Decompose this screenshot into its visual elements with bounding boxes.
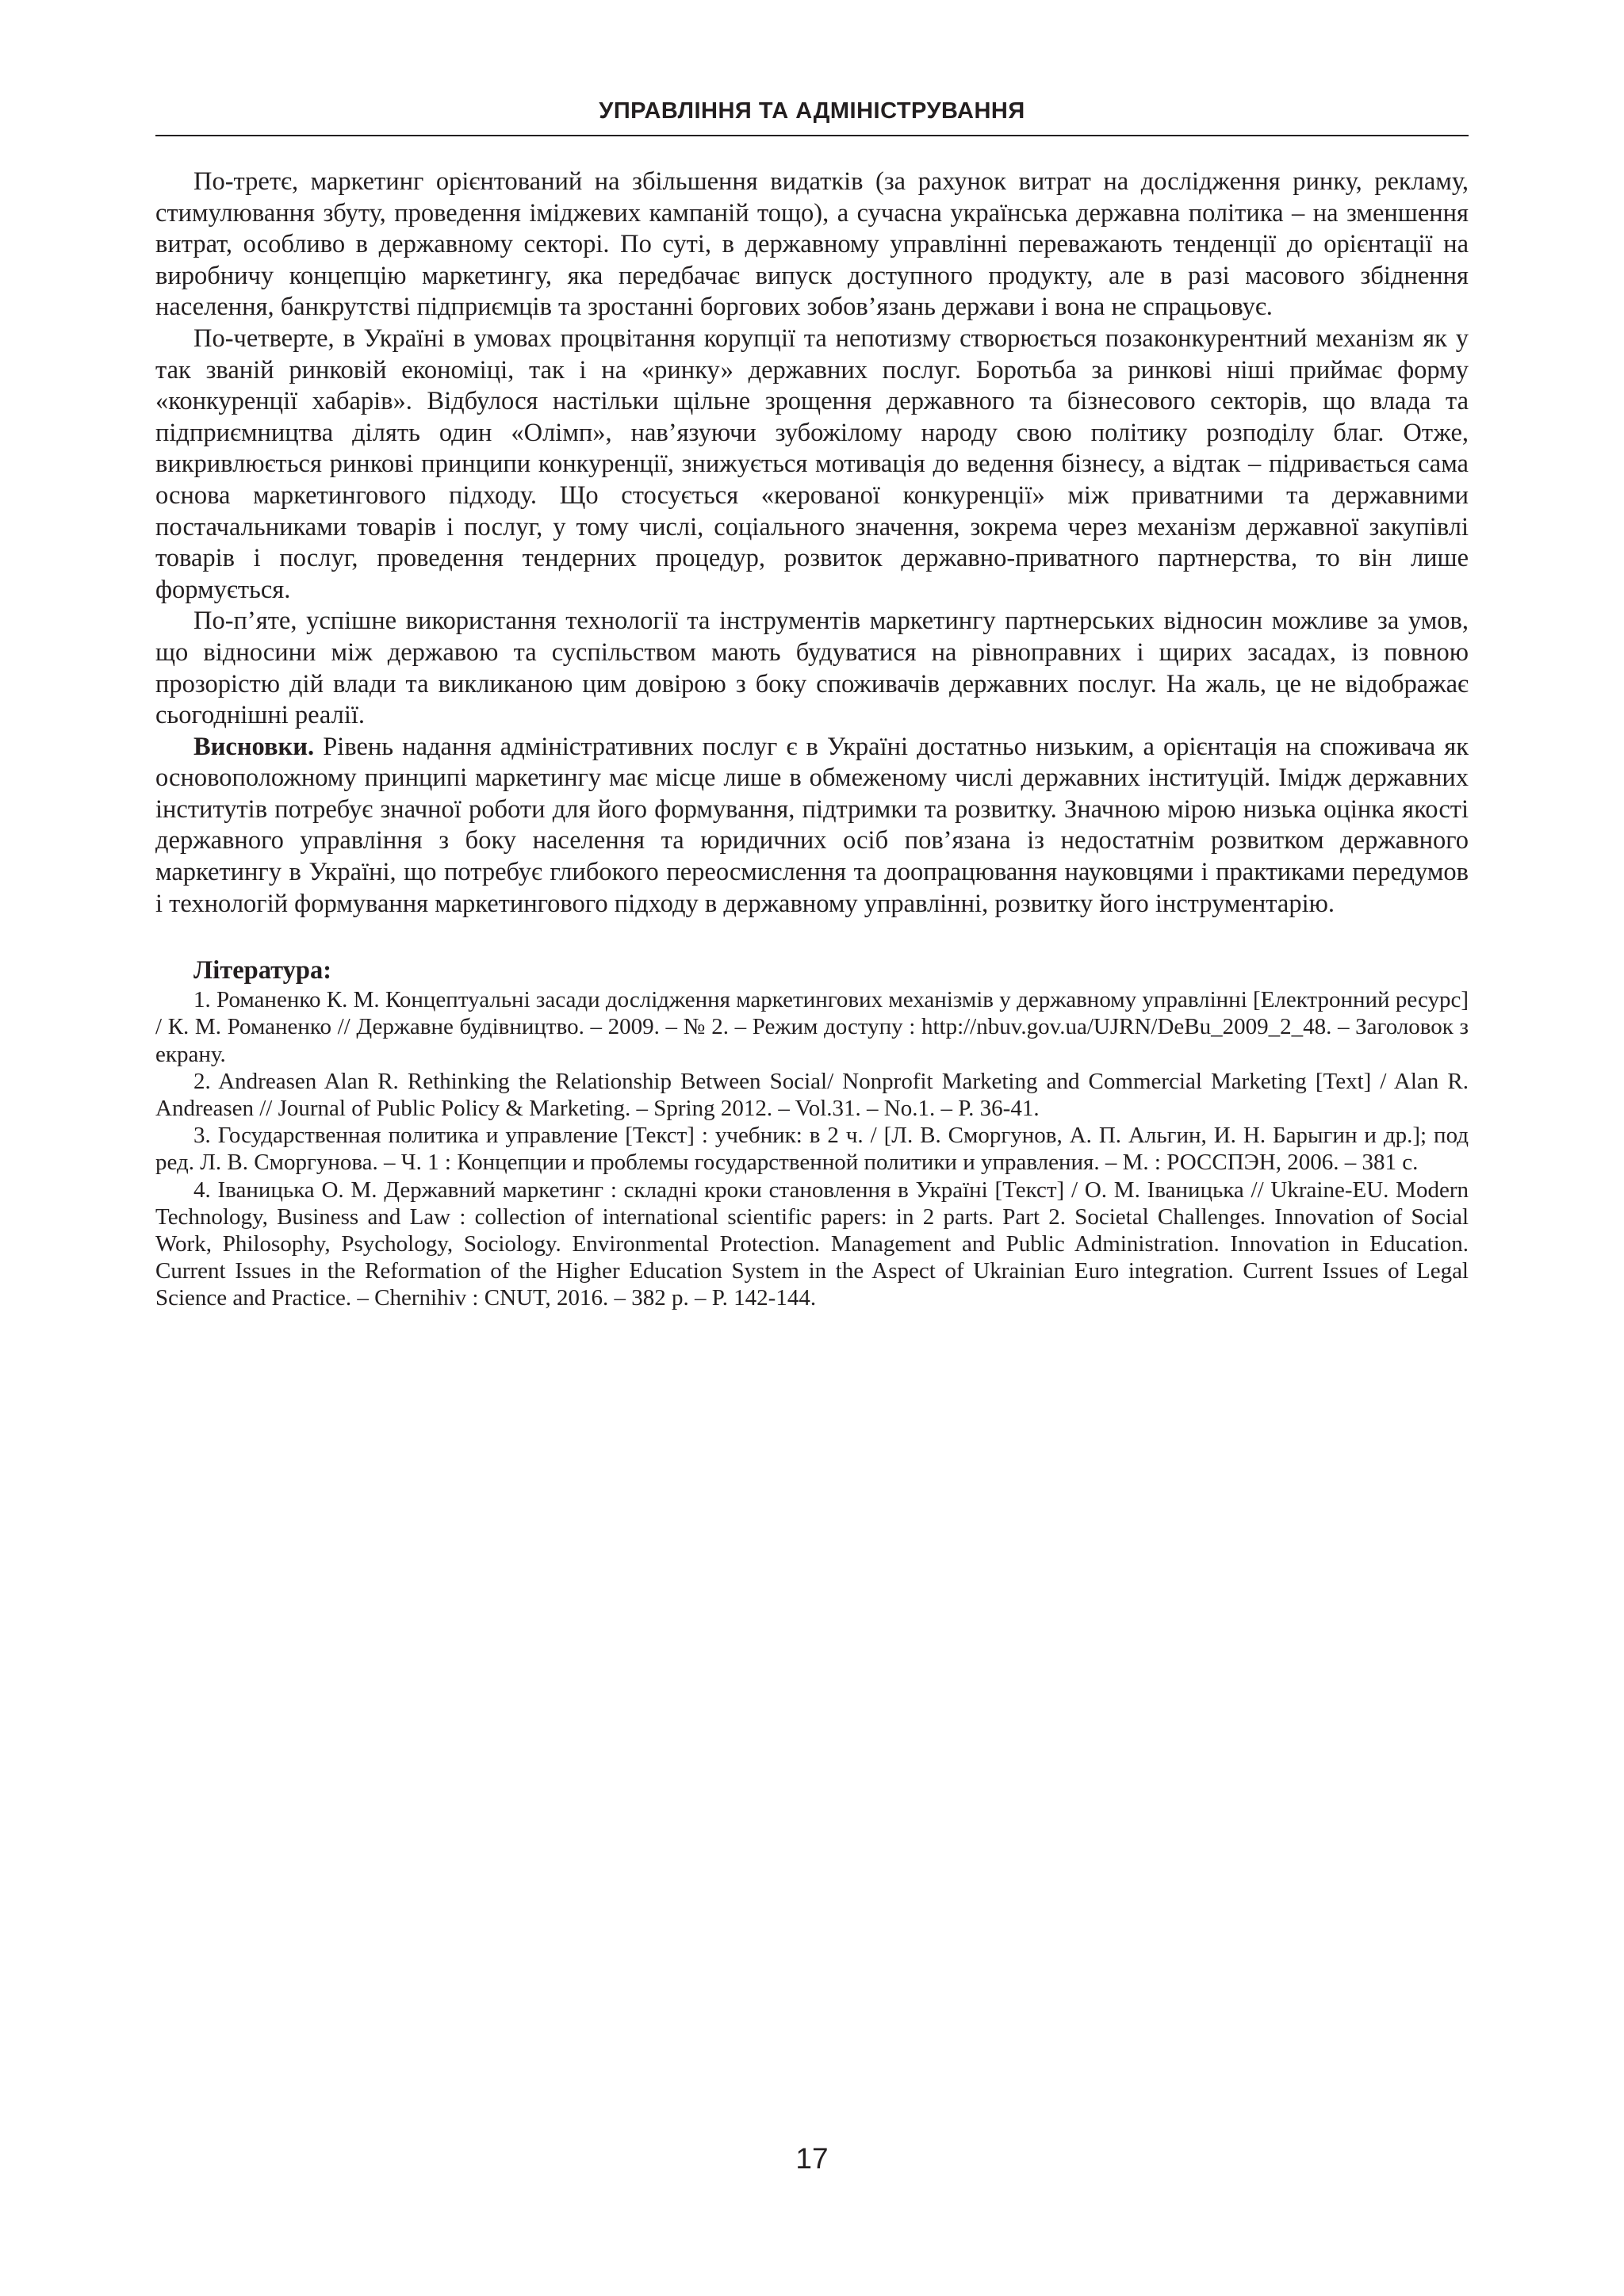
paragraph-third: По-третє, маркетинг орієнтований на збільшення видатків (за рахунок витрат на дослідження ринку, рекламу, стимулювання збуту, проведення іміджевих кампаній тощо), а сучасна українська державна політика – на зменшення витрат, особливо в державному секторі. По суті, в державному управлінні переважають тенденції до орієнтації на виробничу концепцію маркетингу, яка передбачає випуск доступного продукту, але в разі масового збіднення населення, банкрутстві підприємців та зростанні боргових зобов’язань держави і вона не спрацьовує. (155, 167, 1469, 322)
paragraph-fourth: По-четверте, в Україні в умовах процвітання корупції та непотизму створюється позаконкурентний механізм як у так званій ринковій економіці, так і на «ринку» державних послуг. Боротьба за ринкові ніші приймає форму «конкуренції хабарів». Відбулося настільки щільне зрощення державного та бізнесового секторів, що влада та підприємництва ділять один «Олімп», нав’язуючи зубожілому народу свою політику розподілу благ. Отже, викривлюється ринкові принципи конкуренції, знижується мотивація до ведення бізнесу, а відтак – підривається сама основа маркетингового підходу. Що стосується «керованої конкуренції» між приватними та державними постачальниками товарів і послуг, у тому числі, соціального значення, зокрема через механізм державної закупівлі товарів і послуг, проведення тендерних процедур, розвиток державно-приватного партнерства, то він лише формується. (155, 323, 1469, 604)
references-list (155, 986, 1469, 1311)
conclusions-lead: Висновки. (193, 732, 315, 761)
article-body (155, 166, 1469, 1312)
references-title: Література: (193, 956, 332, 985)
reference-item: 4. Іваницька О. М. Державний маркетинг : складні кроки становлення в Україні [Текст] / О. М. Іваницька // Ukraine-EU. Modern Technology, Business and Law : collection of international scientific papers: in 2 parts. Part 2. Societal Challenges. Innovation of Social Work, Philosophy, Psychology, Sociology. Environmental Protection. Management and Public Administration. Innovation in Education. Current Issues in the Reformation of the Higher Education System in the Aspect of Ukrainian Euro integration. Current Issues of Legal Science and Practice. – Chernihiv : CNUT, 2016. – 382 p. – P. 142-144. (155, 1177, 1469, 1311)
conclusions-paragraph (155, 732, 1469, 920)
reference-item: 2. Andreasen Alan R. Rethinking the Relationship Between Social/ Nonprofit Marketing and Commercial Marketing [Text] / Alan R. Andreasen // Journal of Public Policy & Marketing. – Spring 2012. – Vol.31. – No.1. – P. 36-41. (155, 1068, 1469, 1122)
running-head: УПРАВЛІННЯ ТА АДМІНІСТРУВАННЯ (599, 98, 1025, 124)
reference-item: 1. Романенко К. М. Концептуальні засади дослідження маркетингових механізмів у державному управлінні [Електронний ресурс] / К. М. Романенко // Державне будівництво. – 2009. – № 2. – Режим доступу : http://nbuv.gov.ua/UJRN/DeBu_2009_2_48. – Заголовок з екрану. (155, 987, 1469, 1067)
conclusions-text: Рівень надання адміністративних послуг є в Україні достатньо низьким, а орієнтація на споживача як основоположному принципі маркетингу має місце лише в обмеженому числі державних інституцій. Імідж державних інститутів потребує значної роботи для його формування, підтримки та розвитку. Значною мірою низька оцінка якості державного управління з боку населення та юридичних осіб пов’язана із недостатнім розвитком державного маркетингу в Україні, що потребує глибокого переосмислення та доопрацювання науковцями і практиками передумов і технологій формування маркетингового підходу в державному управлінні, розвитку його інструментарію. (155, 732, 1469, 918)
page-number: 17 (795, 2142, 829, 2175)
reference-item: 3. Государственная политика и управление [Текст] : учебник: в 2 ч. / [Л. В. Сморгунов, А. П. Альгин, И. Н. Барыгин и др.]; под ред. Л. В. Сморгунова. – Ч. 1 : Концепции и проблемы государственной политики и управления. – М. : РОССПЭН, 2006. – 381 с. (155, 1123, 1469, 1176)
paragraph-fifth: По-п’яте, успішне використання технології та інструментів маркетингу партнерських відносин можливе за умов, що відносини між державою та суспільством мають будуватися на рівноправних і щирих засадах, із повною прозорістю дій влади та викликаною цим довірою з боку споживачів державних послуг. На жаль, це не відображає сьогоднішні реалії. (155, 607, 1469, 730)
header-rule (155, 135, 1469, 136)
